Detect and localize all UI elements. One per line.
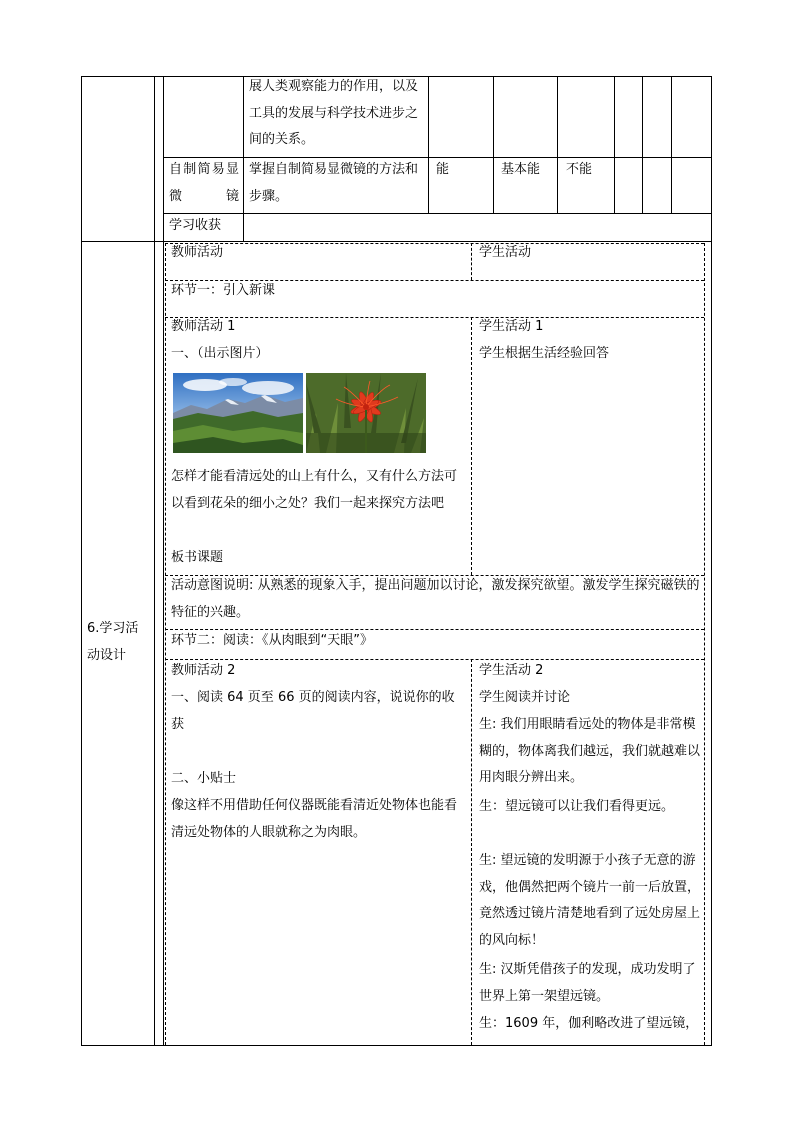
student-activity-header: 学生活动 [479, 245, 532, 260]
student-answer: 生：1609 年，伽利略改进了望远镜， [479, 1016, 699, 1031]
student-answer: 生: 望远镜的发明源于小孩子无意的游戏，他偶然把两个镜片一前一后放置，竟然透过镜片清楚地看到了远处房屋上的风向标！ [479, 853, 701, 948]
student-answer: 生: 汉斯凭借孩子的发现，成功发明了世界上第一架望远镜。 [479, 962, 696, 1004]
section-label: 6.学习活动设计 [87, 621, 139, 663]
red-spider-lily-photo [306, 373, 426, 453]
teacher-activity1-board: 板书课题 [171, 550, 224, 565]
content-column-divider [163, 76, 164, 1046]
student-answer: 生：望远镜可以让我们看得更远。 [479, 799, 675, 814]
table-border-left [81, 76, 82, 1046]
objective-row2-content: 掌握自制简易显微镜的方法和步骤。 [249, 162, 419, 204]
activity-border-top [165, 243, 704, 244]
student-activity1-title: 学生活动 1 [479, 319, 544, 334]
activity-col-line [471, 659, 472, 1045]
activity-row-line [165, 659, 704, 660]
table-border-right [711, 76, 712, 1046]
student-activity2-title: 学生活动 2 [479, 663, 544, 678]
student-activity2-line1: 学生阅读并讨论 [479, 690, 571, 705]
teacher-activity2-line1: 一、阅读 64 页至 66 页的阅读内容，说说你的收获 [171, 690, 455, 732]
activity-col-line [471, 317, 472, 575]
teacher-activity1-question: 怎样才能看清远处的山上有什么，又有什么方法可以看到花朵的细小之处？我们一起来探究方法吧 [171, 469, 458, 511]
objective-row1-content: 展人类观察能力的作用，以及工具的发展与科学技术进步之间的关系。 [249, 79, 419, 147]
objective-level-cannot: 不能 [566, 162, 593, 177]
teacher-activity1-title: 教师活动 1 [171, 319, 236, 334]
learning-gains-label: 学习收获 [169, 218, 222, 233]
objectives-col-line [493, 76, 494, 213]
link2-title: 环节二：阅读：《从肉眼到“天眼”》 [171, 633, 373, 648]
activity-row-line [165, 317, 704, 318]
objectives-row-line [163, 213, 712, 214]
objectives-col-line [428, 76, 429, 213]
teacher-activity1-line1: 一、（出示图片） [171, 346, 269, 361]
activity-col-line [471, 243, 472, 280]
objectives-col-line [671, 76, 672, 213]
objective-level-basic: 基本能 [501, 162, 541, 177]
objective-level-can: 能 [436, 162, 450, 177]
objectives-col-line [614, 76, 615, 213]
teacher-activity2-title: 教师活动 2 [171, 663, 236, 678]
teacher-activity-header: 教师活动 [171, 245, 224, 260]
teacher-activity2-tip-heading: 二、小贴士 [171, 771, 237, 786]
teacher-activity2-tip-text: 像这样不用借助任何仪器既能看清近处物体也能看清远处物体的人眼就称之为肉眼。 [171, 798, 458, 840]
mountain-landscape-photo [173, 373, 303, 453]
student-answer: 生: 我们用眼睛看远处的物体是非常模糊的，物体离我们越远，我们就越难以用肉眼分辨出来。 [479, 717, 701, 785]
objectives-col-line [557, 76, 558, 213]
label-column-divider [154, 76, 155, 1046]
table-border-bottom [81, 1045, 712, 1046]
objectives-col-line [243, 76, 244, 241]
activity-border-right [704, 243, 705, 1045]
objective-row2-item: 自制简易显微镜 [169, 162, 239, 204]
objectives-col-line [642, 76, 643, 213]
student-activity1-line1: 学生根据生活经验回答 [479, 346, 610, 361]
activity-border-left [165, 243, 166, 1045]
activity-intent-note: 活动意图说明: 从熟悉的现象入手，提出问题加以讨论，激发探究欲望。激发学生探究磁铁的特征的兴趣。 [171, 578, 700, 620]
link1-title: 环节一：引入新课 [171, 283, 276, 298]
